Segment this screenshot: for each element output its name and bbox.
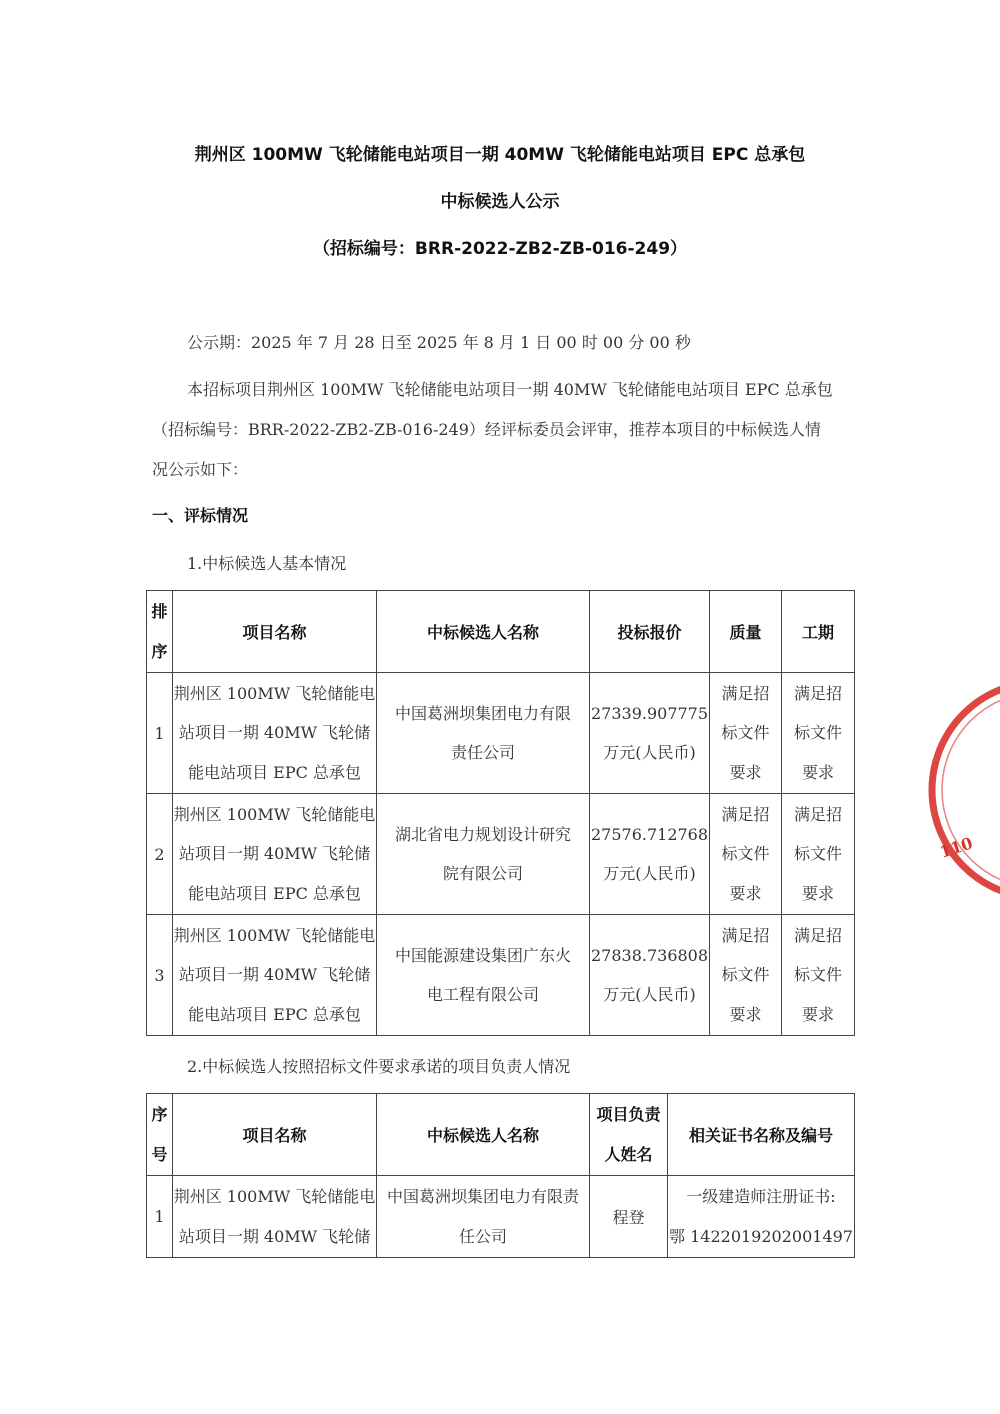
candidate-cell: 中国能源建设集团广东火 电工程有限公司 <box>377 915 590 1036</box>
table-row <box>147 915 855 1036</box>
period-cell: 满足招 标文件 要求 <box>782 794 855 915</box>
company-seal <box>920 680 1000 930</box>
price-cell: 27838.736808 万元(人民币) <box>590 915 710 1036</box>
header-price: 投标报价 <box>590 591 710 673</box>
candidate-cell: 中国葛洲坝集团电力有限 责任公司 <box>377 673 590 794</box>
manager-cell: 程登 <box>590 1176 668 1258</box>
intro-line3: 况公示如下： <box>152 460 249 479</box>
header-cert: 相关证书名称及编号 <box>668 1094 855 1176</box>
quality-cell: 满足招 标文件 要求 <box>710 794 782 915</box>
rank-cell: 1 <box>147 673 173 794</box>
rank-cell: 3 <box>147 915 173 1036</box>
period-cell: 满足招 标文件 要求 <box>782 673 855 794</box>
header-period: 工期 <box>782 591 855 673</box>
doc-title-line3: （招标编号：BRR-2022-ZB2-ZB-016-249） <box>312 239 688 259</box>
header-candidate: 中标候选人名称 <box>377 591 590 673</box>
cert-cell: 一级建造师注册证书: 鄂 1422019202001497 <box>668 1176 855 1258</box>
period-cell: 满足招 标文件 要求 <box>782 915 855 1036</box>
price-cell: 27339.907775 万元(人民币) <box>590 673 710 794</box>
subheading-candidates: 1.中标候选人基本情况 <box>187 554 347 573</box>
header-project: 项目名称 <box>173 1094 377 1176</box>
seal-number: 110 <box>937 833 976 862</box>
header-no: 序 号 <box>147 1094 173 1176</box>
section-heading-evaluation: 一、评标情况 <box>152 506 249 525</box>
managers-table <box>146 1093 855 1258</box>
table-header-row <box>147 591 855 673</box>
header-manager: 项目负责 人姓名 <box>590 1094 668 1176</box>
doc-title-line2: 中标候选人公示 <box>440 192 560 212</box>
project-cell: 荆州区 100MW 飞轮储能电 站项目一期 40MW 飞轮储 能电站项目 EPC 总承包 <box>173 673 377 794</box>
price-cell: 27576.712768 万元(人民币) <box>590 794 710 915</box>
intro-line2: （招标编号：BRR-2022-ZB2-ZB-016-249）经评标委员会评审，推荐本项目的中标候选人情 <box>152 420 821 439</box>
quality-cell: 满足招 标文件 要求 <box>710 673 782 794</box>
header-project: 项目名称 <box>173 591 377 673</box>
doc-title-line1: 荆州区 100MW 飞轮储能电站项目一期 40MW 飞轮储能电站项目 EPC 总承包 <box>194 145 806 165</box>
intro-line1: 本招标项目荆州区 100MW 飞轮储能电站项目一期 40MW 飞轮储能电站项目 EPC 总承包 <box>187 380 833 399</box>
header-candidate: 中标候选人名称 <box>377 1094 590 1176</box>
quality-cell: 满足招 标文件 要求 <box>710 915 782 1036</box>
subheading-managers: 2.中标候选人按照招标文件要求承诺的项目负责人情况 <box>187 1057 571 1076</box>
table-row <box>147 673 855 794</box>
project-cell: 荆州区 100MW 飞轮储能电 站项目一期 40MW 飞轮储 <box>173 1176 377 1258</box>
announcement-period: 公示期：2025 年 7 月 28 日至 2025 年 8 月 1 日 00 时 00 分 00 秒 <box>187 333 691 352</box>
project-cell: 荆州区 100MW 飞轮储能电 站项目一期 40MW 飞轮储 能电站项目 EPC 总承包 <box>173 915 377 1036</box>
candidate-cell: 中国葛洲坝集团电力有限责 任公司 <box>377 1176 590 1258</box>
candidate-cell: 湖北省电力规划设计研究 院有限公司 <box>377 794 590 915</box>
header-rank: 排 序 <box>147 591 173 673</box>
table-header-row <box>147 1094 855 1176</box>
candidates-table <box>146 590 855 1036</box>
project-cell: 荆州区 100MW 飞轮储能电 站项目一期 40MW 飞轮储 能电站项目 EPC 总承包 <box>173 794 377 915</box>
table-row <box>147 794 855 915</box>
no-cell: 1 <box>147 1176 173 1258</box>
rank-cell: 2 <box>147 794 173 915</box>
table-row <box>147 1176 855 1258</box>
header-quality: 质量 <box>710 591 782 673</box>
